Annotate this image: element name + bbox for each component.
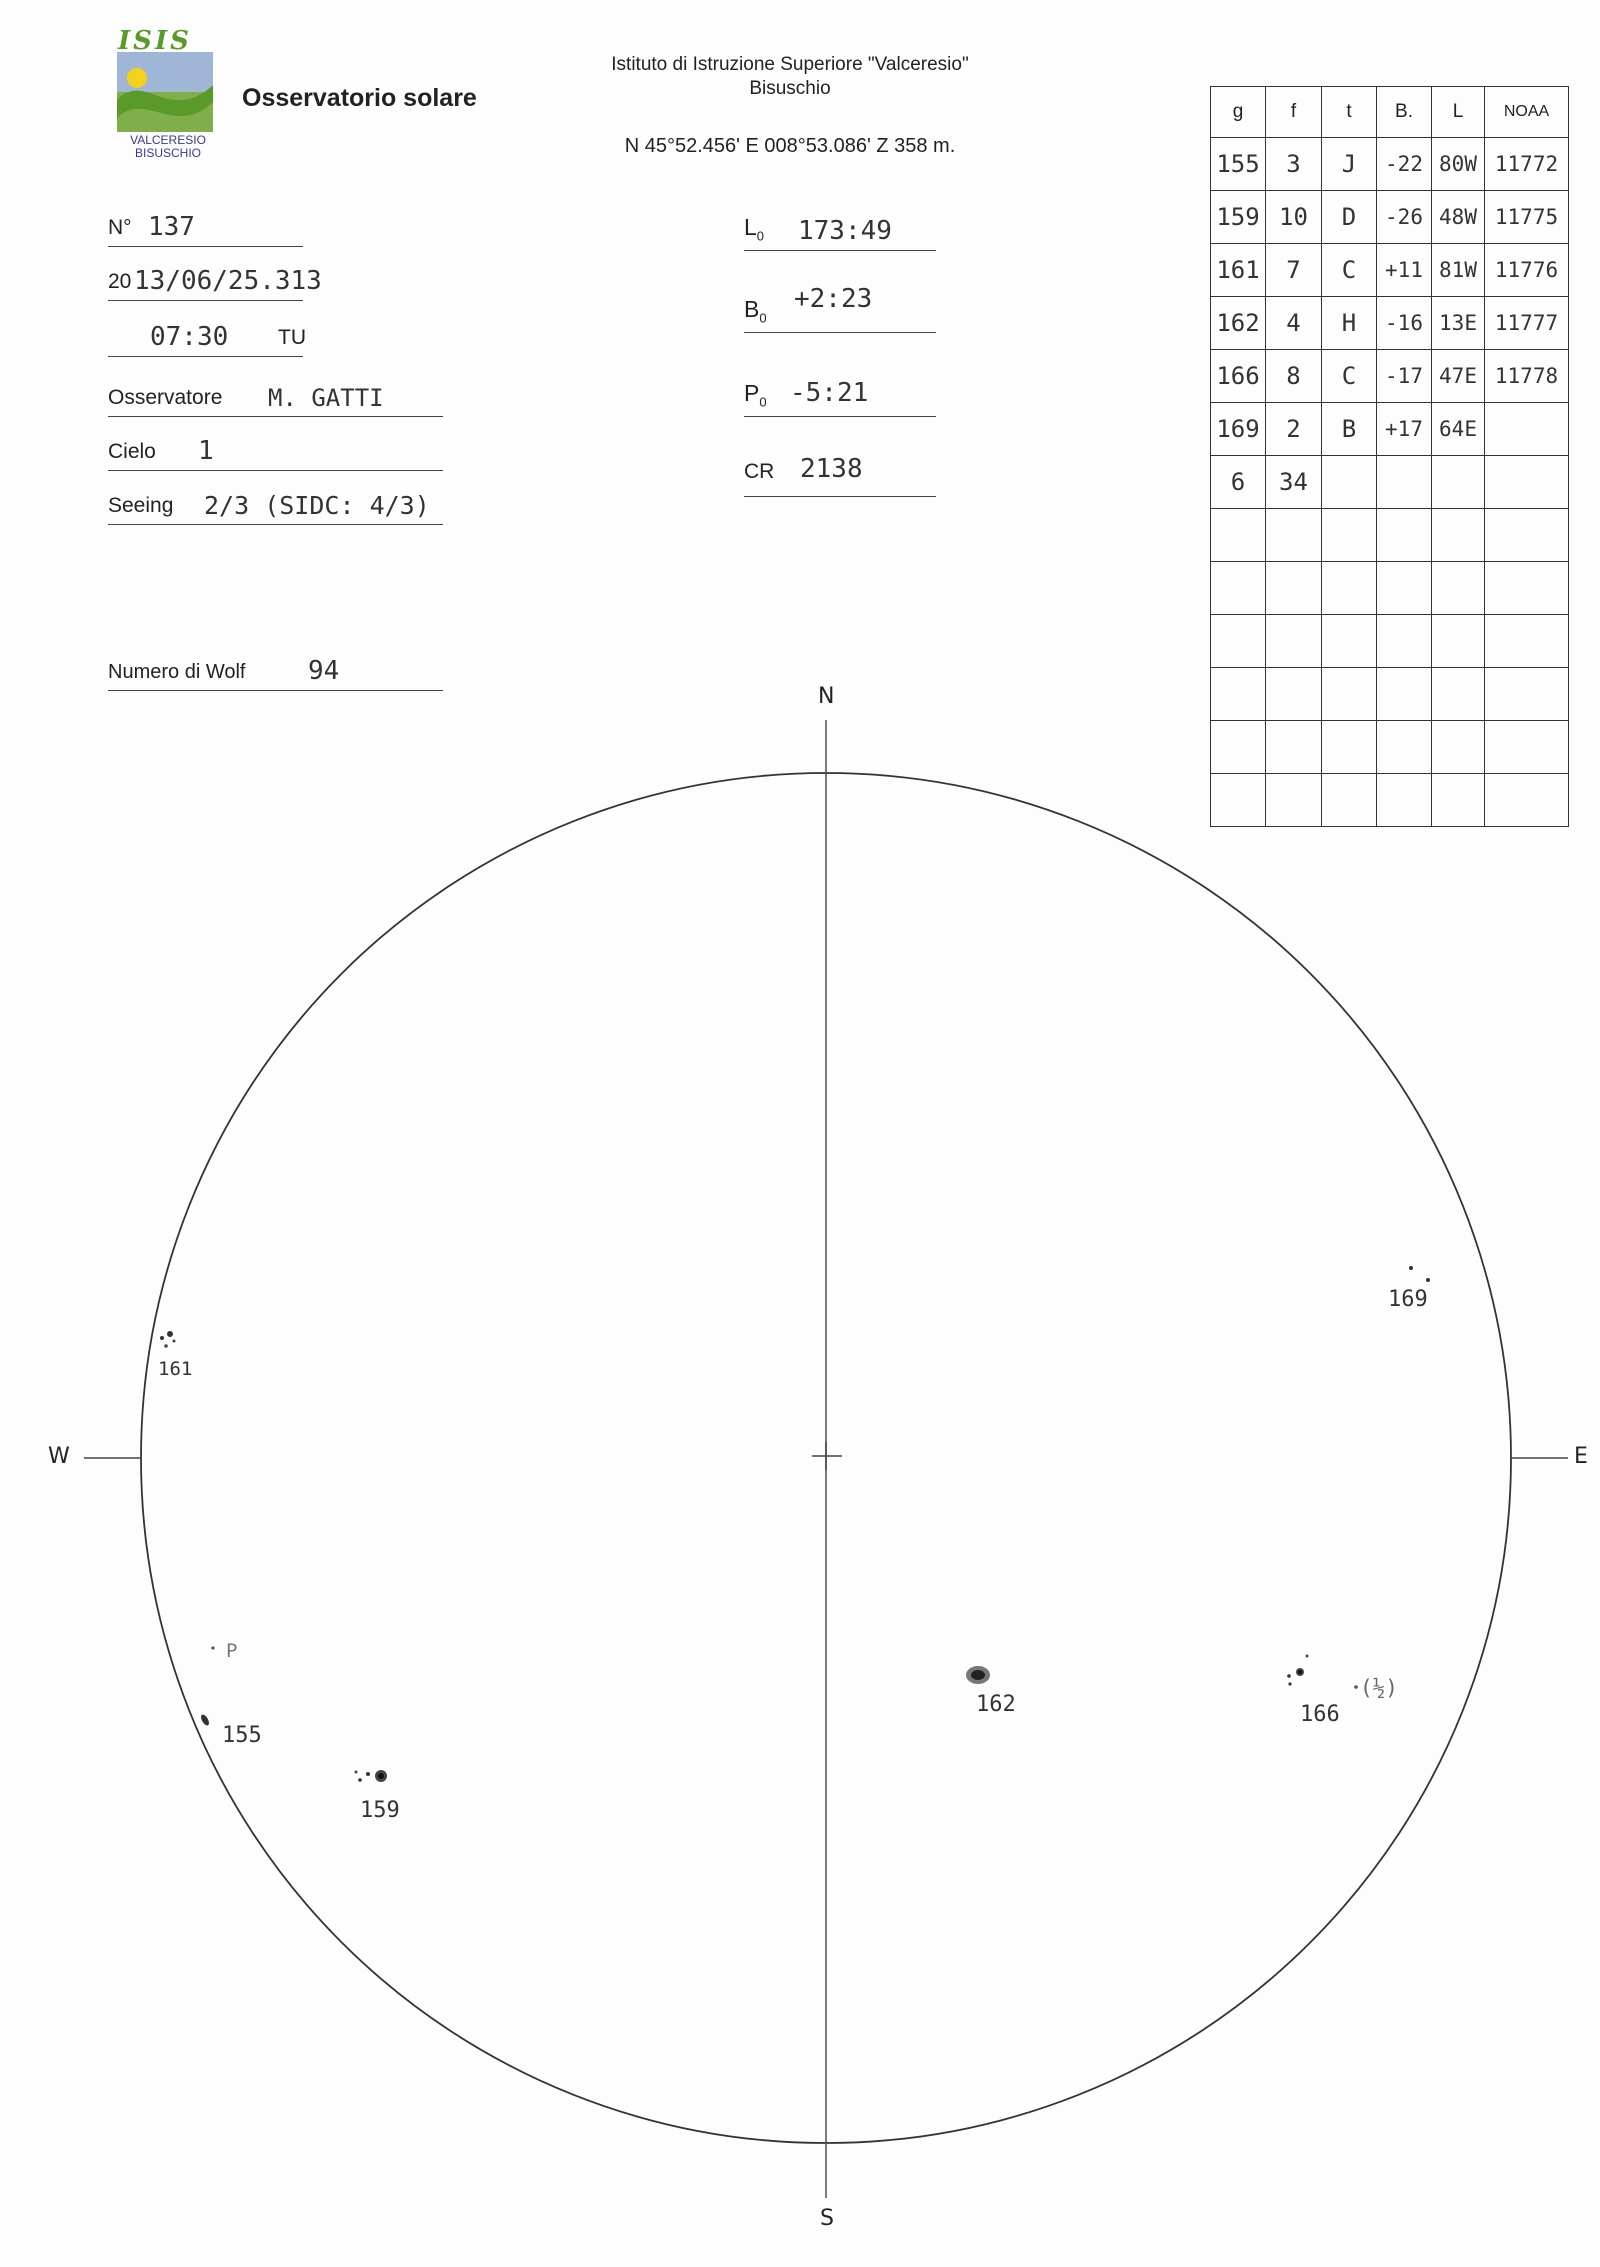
- sky-label: Cielo: [108, 440, 156, 463]
- sunspot-group-161: [160, 1331, 176, 1348]
- time-value: 07:30: [150, 322, 229, 352]
- cell-t: B: [1322, 403, 1377, 456]
- cell-noaa: 11776: [1485, 244, 1569, 297]
- cell-noaa: 11778: [1485, 350, 1569, 403]
- cell-f: 8: [1266, 350, 1322, 403]
- cell-b: -17: [1377, 350, 1432, 403]
- cell-noaa: 11775: [1485, 191, 1569, 244]
- logo-caption-line2: BISUSCHIO: [134, 146, 201, 160]
- observer-value: M. GATTI: [268, 384, 384, 412]
- seeing-label: Seeing: [108, 494, 174, 517]
- cell-b: -26: [1377, 191, 1432, 244]
- south-label: S: [820, 2206, 834, 2231]
- cell-t: H: [1322, 297, 1377, 350]
- wolf-number-label: Numero di Wolf: [108, 661, 246, 683]
- report-number-label: N°: [108, 216, 132, 239]
- sunspot-group-155: [199, 1713, 210, 1726]
- cell-b: +11: [1377, 244, 1432, 297]
- carrington-label: CR: [744, 460, 775, 483]
- cell-noaa: 11777: [1485, 297, 1569, 350]
- cell-b: +17: [1377, 403, 1432, 456]
- cell-l: 80W: [1432, 138, 1485, 191]
- cell-b: -16: [1377, 297, 1432, 350]
- report-number-value: 137: [148, 212, 195, 242]
- col-header-noaa: NOAA: [1485, 87, 1569, 138]
- cell-f: 2: [1266, 403, 1322, 456]
- col-header-t: t: [1322, 87, 1377, 138]
- logo-caption-line1: VALCERESIO: [130, 133, 206, 147]
- observatory-coordinates: N 45°52.456' E 008°53.086' Z 358 m.: [624, 135, 956, 157]
- p0-label: $P_0$: [744, 380, 767, 410]
- col-header-g: g: [1211, 87, 1266, 138]
- institute-name: Istituto di Istruzione Superiore "Valceresio": [611, 54, 969, 75]
- cell-t: C: [1322, 350, 1377, 403]
- group-label-161: 161: [158, 1358, 193, 1380]
- time-unit: TU: [278, 326, 306, 349]
- marker-p-label: P: [226, 1640, 238, 1662]
- date-value: 13/06/25.313: [134, 266, 322, 296]
- west-label: W: [48, 1444, 70, 1469]
- group-166-note: (½): [1360, 1676, 1398, 1700]
- cell-g: 6: [1211, 456, 1266, 509]
- page-title: Osservatorio solare: [242, 84, 477, 112]
- l0-value: 173:49: [798, 216, 892, 246]
- cell-g: 155: [1211, 138, 1266, 191]
- group-label-166: 166: [1300, 1702, 1340, 1727]
- east-label: E: [1574, 1444, 1588, 1469]
- cell-f: 10: [1266, 191, 1322, 244]
- cell-f: 4: [1266, 297, 1322, 350]
- cell-g: 169: [1211, 403, 1266, 456]
- cell-l: 47E: [1432, 350, 1485, 403]
- sunspot-group-162: [966, 1666, 990, 1684]
- col-header-l: L: [1432, 87, 1485, 138]
- cell-g: 166: [1211, 350, 1266, 403]
- sunspot-group-169: [1409, 1266, 1430, 1282]
- sunspot-group-166: [1287, 1655, 1358, 1689]
- wolf-number-value: 94: [308, 656, 340, 686]
- cell-f: 7: [1266, 244, 1322, 297]
- logo-wordmark: ISIS: [118, 26, 192, 56]
- b0-value: +2:23: [794, 284, 873, 314]
- observer-label: Osservatore: [108, 386, 223, 409]
- p0-value: -5:21: [790, 378, 869, 408]
- cell-l: 13E: [1432, 297, 1485, 350]
- cell-g: 162: [1211, 297, 1266, 350]
- group-label-169: 169: [1388, 1287, 1428, 1312]
- sunspot-group-159: [355, 1770, 388, 1782]
- group-label-162: 162: [976, 1692, 1016, 1717]
- north-label: N: [818, 684, 835, 709]
- cell-t: C: [1322, 244, 1377, 297]
- sky-value: 1: [198, 436, 214, 466]
- l0-label: $L_0$: [744, 214, 765, 244]
- cell-f: 34: [1266, 456, 1322, 509]
- cell-t: J: [1322, 138, 1377, 191]
- cell-l: 64E: [1432, 403, 1485, 456]
- cell-b: -22: [1377, 138, 1432, 191]
- group-label-155: 155: [222, 1723, 262, 1748]
- col-header-b: B.: [1377, 87, 1432, 138]
- cell-noaa: 11772: [1485, 138, 1569, 191]
- group-label-159: 159: [360, 1798, 400, 1823]
- cell-g: 159: [1211, 191, 1266, 244]
- seeing-value: 2/3 (SIDC: 4/3): [204, 491, 430, 520]
- cell-l: 81W: [1432, 244, 1485, 297]
- col-header-f: f: [1266, 87, 1322, 138]
- cell-l: 48W: [1432, 191, 1485, 244]
- date-prefix: 20: [108, 270, 132, 293]
- marker-p-dot: [211, 1646, 214, 1649]
- cell-f: 3: [1266, 138, 1322, 191]
- cell-t: D: [1322, 191, 1377, 244]
- b0-label: $B_0$: [744, 296, 767, 326]
- institute-town: Bisuschio: [749, 78, 831, 99]
- cell-g: 161: [1211, 244, 1266, 297]
- carrington-value: 2138: [800, 454, 863, 484]
